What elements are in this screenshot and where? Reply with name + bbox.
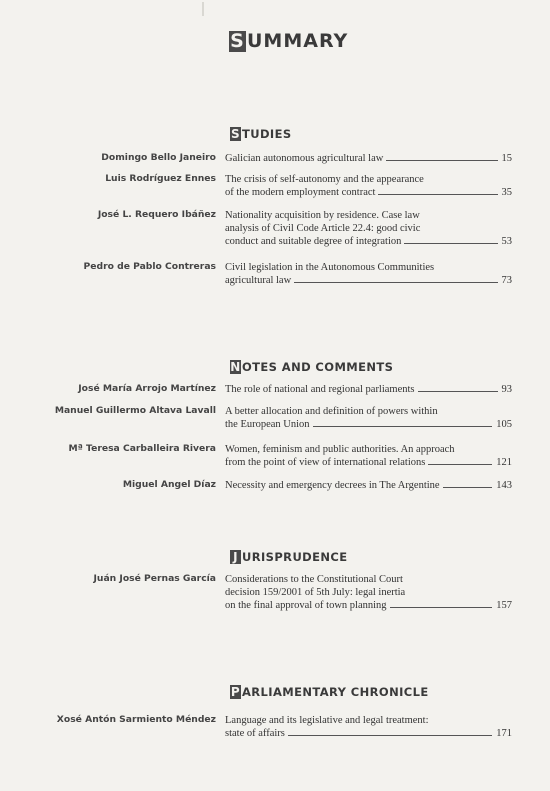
leader-line: [443, 487, 493, 488]
entry-title-line: Nationality acquisition by residence. Case law: [225, 210, 420, 221]
entry-author: Luis Rodríguez Ennes: [105, 173, 216, 184]
section-rest: OTES AND COMMENTS: [242, 360, 394, 374]
section-heading-notes-and-comments: [230, 360, 393, 374]
entry-title: [225, 152, 512, 165]
entry-title-line: agricultural law: [225, 275, 292, 286]
page-number: 73: [501, 275, 512, 286]
title-initial: S: [230, 29, 245, 52]
scan-speck: [202, 2, 204, 16]
entry-title-line: Civil legislation in the Autonomous Communities: [225, 262, 435, 273]
page-number: 93: [501, 384, 512, 395]
entry-title-line: Considerations to the Constitutional Court: [225, 574, 403, 585]
entry-title-line: The crisis of self-autonomy and the appearance: [225, 174, 424, 185]
entry-title: [225, 573, 512, 612]
section-initial: N: [230, 360, 241, 374]
entry-title-line: A better allocation and definition of powers within: [225, 406, 438, 417]
leader-line: [418, 391, 498, 392]
leader-line: [386, 160, 497, 161]
section-heading-parliamentary-chronicle: [230, 685, 429, 699]
page-number: 53: [501, 236, 512, 247]
page-number: 15: [501, 153, 512, 164]
section-heading-studies: [230, 127, 292, 141]
entry-title-line: state of affairs: [225, 728, 285, 739]
entry-title-line: decision 159/2001 of 5th July: legal inertia: [225, 587, 406, 598]
leader-line: [378, 194, 497, 195]
title-rest: UMMARY: [247, 30, 349, 52]
entry-title-line: from the point of view of international relations: [225, 457, 426, 468]
entry-title-line: of the modern employment contract: [225, 187, 376, 198]
entry-title-line: Necessity and emergency decrees in The Argentine: [225, 480, 440, 491]
entry-author: Mª Teresa Carballeira Rivera: [68, 443, 216, 454]
section-initial: J: [230, 550, 241, 564]
leader-line: [404, 243, 497, 244]
page-title: [229, 30, 348, 52]
entry-author: José L. Requero Ibáñez: [97, 209, 216, 220]
page-number: 105: [496, 419, 512, 430]
entry-title: [225, 261, 512, 287]
entry-title-line: Language and its legislative and legal treatment:: [225, 715, 429, 726]
entry-title-line: Galician autonomous agricultural law: [225, 153, 384, 164]
entry-title: [225, 479, 512, 492]
section-heading-jurisprudence: [230, 550, 348, 564]
entry-author: Xosé Antón Sarmiento Méndez: [56, 714, 216, 725]
entry-title: [225, 443, 512, 469]
leader-line: [313, 426, 493, 427]
entry-title-line: The role of national and regional parliaments: [225, 384, 415, 395]
entry-title-line: analysis of Civil Code Article 22.4: good civic: [225, 223, 421, 234]
entry-title-line: conduct and suitable degree of integration: [225, 236, 402, 247]
page-number: 143: [496, 480, 512, 491]
section-rest: URISPRUDENCE: [242, 550, 348, 564]
page-number: 35: [501, 187, 512, 198]
leader-line: [288, 735, 492, 736]
section-rest: ARLIAMENTARY CHRONICLE: [242, 685, 429, 699]
leader-line: [428, 464, 492, 465]
entry-author: Manuel Guillermo Altava Lavall: [54, 405, 216, 416]
entry-title: [225, 405, 512, 431]
entry-title: [225, 209, 512, 248]
entry-title: [225, 383, 512, 396]
entry-title: [225, 714, 512, 740]
entry-title-line: Women, feminism and public authorities. An approach: [225, 444, 455, 455]
entry-author: Domingo Bello Janeiro: [101, 152, 216, 163]
entry-title-line: on the final approval of town planning: [225, 600, 387, 611]
entry-author: José María Arrojo Martínez: [78, 383, 216, 394]
section-rest: TUDIES: [242, 127, 292, 141]
page-number: 171: [496, 728, 512, 739]
entry-title-line: the European Union: [225, 419, 310, 430]
section-initial: S: [230, 127, 241, 141]
leader-line: [294, 282, 497, 283]
page-number: 121: [496, 457, 512, 468]
entry-author: Pedro de Pablo Contreras: [83, 261, 216, 272]
entry-title: [225, 173, 512, 199]
entry-author: Miguel Angel Díaz: [122, 479, 216, 490]
leader-line: [390, 607, 493, 608]
section-initial: P: [230, 685, 241, 699]
page-number: 157: [496, 600, 512, 611]
entry-author: Juán José Pernas García: [93, 573, 216, 584]
